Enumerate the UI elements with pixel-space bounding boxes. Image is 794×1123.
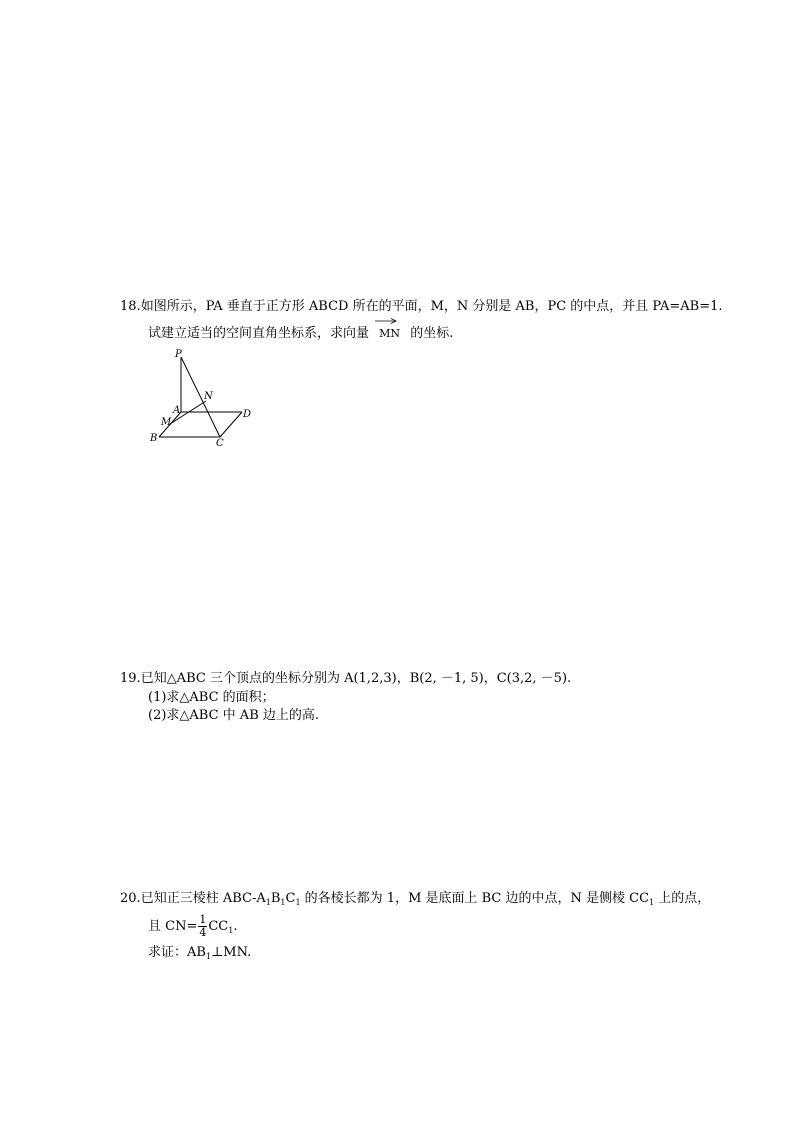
q20-text-d: 的各棱长都为 1，M 是底面上 BC 边的中点，N 是侧棱 CC — [300, 891, 650, 906]
q20-text-a: 已知正三棱柱 ABC-A — [140, 891, 266, 906]
q20-text-3a: 求证：AB — [148, 945, 206, 960]
vector-arrow-icon — [374, 317, 398, 325]
q20-text-b: B — [270, 891, 281, 906]
q19-number: 19. — [120, 671, 141, 686]
vector-mn-label: MN — [379, 327, 401, 340]
q20-text-e: 上的点， — [654, 891, 711, 906]
q20-line1 — [120, 891, 710, 907]
q18-line2 — [148, 326, 453, 342]
q18-line1 — [120, 299, 723, 315]
fraction-one-quarter — [198, 914, 207, 939]
label-c: C — [216, 438, 224, 449]
q18-number: 18. — [120, 299, 141, 314]
pyramid-figure — [145, 345, 260, 450]
q18-text-1: 如图所示，PA 垂直于正方形 ABCD 所在的平面，M，N 分别是 AB，PC 的中点，并且 PA=AB=1. — [140, 299, 723, 314]
label-p: P — [175, 349, 182, 360]
q18-text-2b: 的坐标. — [410, 326, 454, 341]
frac-denominator: 4 — [199, 926, 207, 939]
q20-line2 — [148, 912, 238, 942]
q20-number: 20. — [120, 891, 141, 906]
q20-text-2a: 且 CN= — [148, 919, 198, 934]
q20-sub-1: 1 — [265, 898, 271, 907]
q20-sub-2: 1 — [280, 898, 286, 907]
label-d: D — [243, 409, 252, 420]
label-a: A — [173, 405, 181, 416]
q18-text-2a: 试建立适当的空间直角坐标系，求向量 — [148, 326, 370, 341]
q19-sub1: (1)求△ABC 的面积； — [148, 690, 275, 705]
label-n: N — [204, 391, 213, 402]
q20-text-c: C — [285, 891, 296, 906]
q19-sub2: (2)求△ABC 中 AB 边上的高. — [148, 708, 320, 723]
q20-sub-3: 1 — [295, 898, 301, 907]
q20-sub-5: 1 — [228, 926, 234, 935]
q20-text-2c: . — [233, 919, 238, 934]
q20-sub-4: 1 — [649, 898, 655, 907]
frac-numerator: 1 — [199, 913, 207, 926]
label-m: M — [161, 417, 172, 428]
q19-line1 — [120, 671, 571, 687]
q20-line3 — [148, 945, 251, 961]
label-b: B — [150, 433, 158, 444]
q20-text-3b: ⊥MN. — [211, 945, 252, 960]
q19-text: 已知△ABC 三个顶点的坐标分别为 A(1,2,3)，B(2, －1, 5)，C(3,2, －5). — [140, 671, 572, 686]
q20-text-2b: CC — [208, 919, 229, 934]
vector-mn — [373, 326, 406, 342]
q20-sub-6: 1 — [205, 952, 212, 961]
